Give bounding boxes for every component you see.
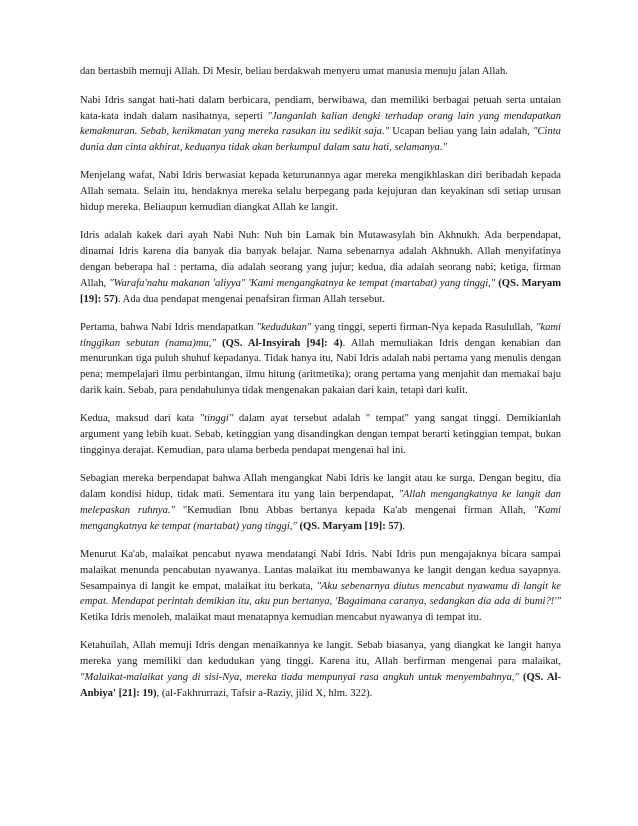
body-text: , (al-Fakhrurrazi, Tafsir a-Raziy, jilid X, hlm. 322).	[156, 687, 373, 699]
quote-text: "tinggi"	[199, 413, 234, 425]
body-text: Menurut Ka'ab, malaikat pencabut nyawa mendatangi Nabi Idris. Nabi Idris pun mengajaknya bicara sampai malaikat menunda pencabutan nyawanya. Lantas malaikat itu membawanya ke langit dengan kedua sayapnya. Sesampainya di langit ke empat, malaikat itu berkata,	[80, 548, 561, 592]
quote-text: "Cinta dunia dan cinta akhirat, keduanya tidak akan berkumpul dalam satu hati, selamanya."	[80, 126, 561, 154]
body-text: Kedua, maksud dari kata	[80, 413, 200, 425]
quote-text: "Allah mengangkatnya ke langit dan melepaskan ruhnya."	[80, 489, 561, 516]
body-text: "Kemudian Ibnu Abbas bertanya kepada Ka'ab mengenai firman Allah,	[174, 504, 534, 516]
quote-text: "Malaikat-malaikat yang di sisi-Nya, mereka tiada mempunyai rasa angkuh untuk menyembahnya,"	[80, 672, 519, 683]
paragraph	[80, 93, 561, 156]
paragraph	[80, 547, 561, 626]
body-text: yang tinggi, seperti firman-Nya kepada Rasulullah,	[311, 321, 536, 333]
body-text: Ucapan beliau yang lain adalah,	[389, 126, 533, 138]
body-text: Sebagian mereka berpendapat bahwa Allah mengangkat Nabi Idris ke langit atau ke surga. Dengan begitu, dia dalam kondisi hidup, tidak mati. Sementara itu yang lain berpendapat,	[80, 473, 561, 501]
body-text: . Allah memuliakan Idris dengan kenabian dan menurunkan tiga puluh shuhuf kepadanya. Tidak hanya itu, Nabi Idris adalah nabi pertama yang menulis dengan pena; mempelajari ilmu perbintangan, ilmu hitung (aritmetika); orang pertama yang menjahit dan memakai baju darik kain. Sebab, para pendahulunya tidak mengenakan pakaian dari kain, tetapi dari kulit.	[80, 337, 561, 397]
paragraph	[80, 320, 561, 399]
body-text: Pertama, bahwa Nabi Idris mendapatkan	[80, 321, 257, 333]
quote-text: "Janganlah kalian dengki terhadap orang lain yang mendapatkan kemakmuran. Sebab, kenikmatan yang mereka rasakan itu sedikit saja."	[80, 110, 562, 138]
body-text: .	[402, 520, 406, 532]
paragraph	[80, 64, 561, 80]
body-text: Ketahuilah, Allah memuji Idris dengan menaikannya ke langit. Sebab biasanya, yang diangkat ke langit hanya mereka yang memiliki dan kedudukan yang tinggi. Karena itu, Allah berfirman mengenai para malaikat,	[80, 640, 561, 668]
verse-reference: (QS. Al-Insyirah [94]: 4)	[222, 337, 343, 349]
quote-text: "kedudukan"	[256, 321, 312, 333]
verse-reference: (QS. Al-Anbiya' [21]: 19)	[80, 672, 561, 699]
body-text: Menjelang wafat, Nabi Idris berwasiat kepada keturunannya agar mereka mengikhlaskan diri beribadah kepada Allah semata. Selain itu, hendaknya mereka selalu berpegang pada kejujuran dan keyakinan sdi setiap urusan hidup mereka. Beliaupun kemudian diangkat Allah ke langit.	[80, 170, 561, 214]
verse-reference: (QS. Maryam [19]: 57)	[80, 277, 562, 305]
body-text: dan bertasbih memuji Allah. Di Mesir, beliau berdakwah menyeru umat manusia menuju jalan Allah.	[80, 66, 508, 77]
paragraph	[80, 638, 561, 701]
quote-text: "kami tinggikan sebutan (nama)mu,"	[80, 321, 561, 349]
body-text: Idris adalah kakek dari ayah Nabi Nuh: Nuh bin Lamak bin Mutawasylah bin Akhnukh. Ada berpendapat, dinamai Idris karena dia banyak dia banyak belajar. Nama sebenarnya adalah Akhnukh. Allah menyifatinya dengan beberapa hal : pertama, dia adalah seorang yang jujur; kedua, dia adalah seorang nabi; ketiga, firman Allah,	[80, 230, 561, 289]
body-text: . Ada dua pendapat mengenai penafsiran firman Allah tersebut.	[117, 293, 386, 305]
body-text: Ketika Idris menoleh, malaikat maut menatapnya kemudian mencabut nyawanya di tempat itu.	[80, 612, 482, 624]
document-page	[80, 64, 561, 714]
paragraph	[80, 411, 561, 458]
body-text: Nabi Idris sangat hati-hati dalam berbicara, pendiam, berwibawa, dan memiliki berbagai petuah serta untaian kata-kata indah dalam nasihatnya, seperti	[80, 94, 561, 122]
body-text: dalam ayat tersebut adalah " tempat" yang sangat tinggi. Demikianlah argument yang lebih kuat. Sebab, ketinggian yang disandingkan dengan tempat berarti ketinggian tempat, bukan tingginya derajat. Kemudian, para ulama berbeda pendapat mengenai hal ini.	[80, 413, 561, 456]
verse-reference: (QS. Maryam [19]: 57)	[299, 520, 403, 532]
quote-text: "Warafa'nahu makanan 'aliyya" 'Kami mengangkatnya ke tempat (martabat) yang tinggi,"	[109, 277, 496, 289]
paragraph	[80, 471, 561, 534]
paragraph	[80, 168, 561, 215]
paragraph	[80, 228, 561, 307]
quote-text: "Kami mengangkatnya ke tempat (martabat) yang tinggi,"	[80, 504, 561, 532]
quote-text: "Aku sebenarnya diutus mencabut nyawamu di langit ke empat. Mendapat perintah demikian itu, aku pun bertanya, 'Bagaimana caranya, sedangkan dia ada di bumi?!'"	[80, 580, 561, 608]
